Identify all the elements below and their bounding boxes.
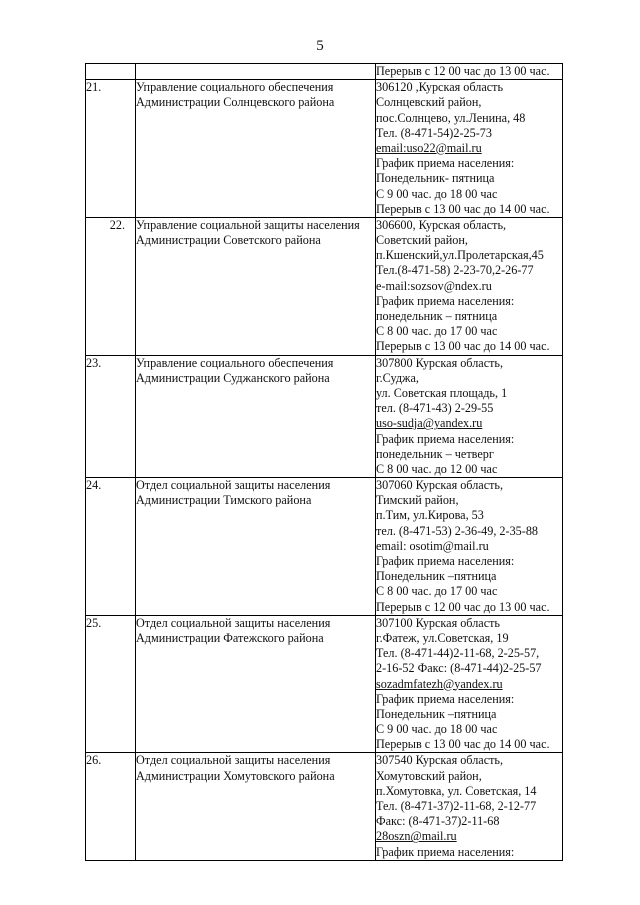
- row-number: 21.: [86, 80, 136, 218]
- phone-line: тел. (8-471-53) 2-36-49, 2-35-88: [376, 523, 539, 538]
- schedule-hours: С 8 00 час. до 17 00 час: [376, 324, 498, 339]
- office-info: [376, 80, 563, 218]
- row-number: 24.: [86, 478, 136, 616]
- email-link[interactable]: email:uso22@mail.ru: [376, 140, 482, 155]
- office-info: [376, 615, 563, 753]
- phone-line: тел. (8-471-43) 2-29-55: [376, 401, 494, 416]
- table-row: [86, 478, 563, 616]
- address-line: 306120 ,Курская область: [376, 80, 504, 95]
- email-line[interactable]: email: osotim@mail.ru: [376, 538, 489, 553]
- row-number: 25.: [86, 615, 136, 753]
- schedule-break: Перерыв с 12 00 час до 13 00 час.: [376, 599, 550, 614]
- table-row: [86, 217, 563, 355]
- schedule-label: График приема населения:: [376, 554, 515, 568]
- address-line: Солнцевский район,: [376, 95, 482, 110]
- address-line: 307800 Курская область,: [376, 355, 504, 370]
- schedule-days: понедельник – четверг: [376, 446, 494, 461]
- address-line: 307540 Курская область,: [376, 753, 504, 768]
- office-info: [376, 478, 563, 616]
- email-line: e-mail:sozsov@ndex.ru: [376, 278, 492, 293]
- email-link[interactable]: sozadmfatezh@yandex.ru: [376, 676, 503, 691]
- address-line: Советский район,: [376, 233, 468, 248]
- schedule-days: Понедельник –пятница: [376, 569, 497, 584]
- row-number: 23.: [86, 355, 136, 478]
- office-info: [376, 217, 563, 355]
- row-number: 22.: [86, 217, 136, 355]
- email-link[interactable]: 28oszn@mail.ru: [376, 829, 457, 844]
- schedule-label: График приема населения:: [376, 293, 515, 308]
- phone-line: Тел. (8-471-54)2-25-73: [376, 125, 492, 140]
- email-link[interactable]: uso-sudja@yandex.ru: [376, 416, 483, 431]
- table-row-continuation: [86, 64, 563, 80]
- page-number: 5: [316, 38, 324, 54]
- schedule-break: Перерыв с 13 00 час до 14 00 час.: [376, 201, 550, 216]
- schedule-label: График приема населения:: [376, 156, 515, 171]
- schedule-days: Понедельник- пятница: [376, 171, 495, 186]
- schedule-label: График приема населения:: [376, 691, 515, 706]
- address-line: п.Хомутовка, ул. Советская, 14: [376, 783, 537, 798]
- name-cell: [136, 64, 376, 80]
- schedule-break: Перерыв с 13 00 час до 14 00 час.: [376, 737, 550, 752]
- schedule-label: График приема населения:: [376, 431, 515, 446]
- address-line: п.Кшенский,ул.Пролетарская,45: [376, 248, 544, 263]
- table-row: [86, 80, 563, 218]
- office-name: Управление социальной защиты населения Администрации Советского района: [136, 217, 376, 355]
- table-row: [86, 615, 563, 753]
- info-line: Перерыв с 12 00 час до 13 00 час.: [376, 64, 550, 78]
- address-line: 307100 Курская область: [376, 615, 500, 630]
- office-info: [376, 355, 563, 478]
- phone-line: Тел.(8-471-58) 2-23-70,2-26-77: [376, 263, 534, 278]
- schedule-days: Понедельник –пятница: [376, 706, 497, 721]
- address-line: 307060 Курская область,: [376, 478, 504, 493]
- address-line: 306600, Курская область,: [376, 217, 507, 232]
- address-line: Хомутовский район,: [376, 768, 482, 783]
- address-line: г.Суджа,: [376, 370, 419, 385]
- address-line: г.Фатеж, ул.Советская, 19: [376, 630, 509, 645]
- num-cell: [86, 64, 136, 80]
- fax-line: Факс: (8-471-37)2-11-68: [376, 814, 500, 829]
- office-info: [376, 753, 563, 860]
- table-row: [86, 753, 563, 860]
- schedule-label: График приема населения:: [376, 844, 515, 859]
- address-line: Тимский район,: [376, 493, 459, 508]
- schedule-break: Перерыв с 13 00 час до 14 00 час.: [376, 339, 550, 354]
- address-line: пос.Солнцево, ул.Ленина, 48: [376, 110, 526, 125]
- schedule-hours: С 9 00 час. до 18 00 час: [376, 722, 498, 737]
- office-name: Отдел социальной защиты населения Администрации Тимского района: [136, 478, 376, 616]
- office-name: Управление социального обеспечения Администрации Солнцевского района: [136, 80, 376, 218]
- phone-line: Тел. (8-471-44)2-11-68, 2-25-57,: [376, 646, 540, 661]
- office-name: Отдел социальной защиты населения Администрации Фатежского района: [136, 615, 376, 753]
- address-line: ул. Советская площадь, 1: [376, 385, 508, 400]
- schedule-hours: С 8 00 час. до 12 00 час: [376, 461, 498, 476]
- schedule-hours: С 9 00 час. до 18 00 час: [376, 186, 498, 201]
- fax-line: 2-16-52 Факс: (8-471-44)2-25-57: [376, 661, 542, 676]
- schedule-hours: С 8 00 час. до 17 00 час: [376, 584, 498, 599]
- schedule-days: понедельник – пятница: [376, 309, 498, 323]
- offices-table: [85, 63, 563, 861]
- info-cell: [376, 64, 563, 80]
- office-name: Управление социального обеспечения Администрации Суджанского района: [136, 355, 376, 478]
- office-name: Отдел социальной защиты населения Администрации Хомутовского района: [136, 753, 376, 860]
- phone-line: Тел. (8-471-37)2-11-68, 2-12-77: [376, 799, 537, 813]
- address-line: п.Тим, ул.Кирова, 53: [376, 508, 484, 523]
- table-row: [86, 355, 563, 478]
- row-number: 26.: [86, 753, 136, 860]
